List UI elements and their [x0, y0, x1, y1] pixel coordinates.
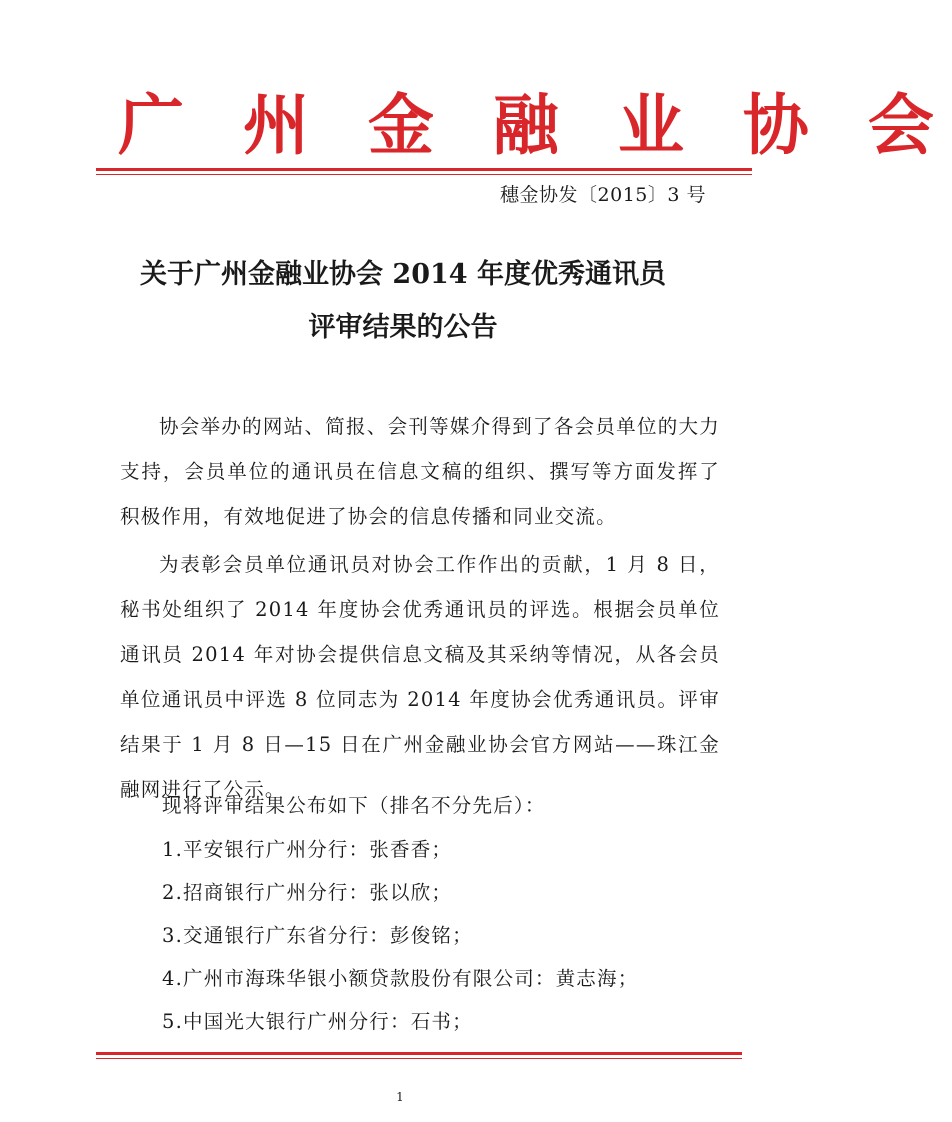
body-paragraph-2: 为表彰会员单位通讯员对协会工作作出的贡献，1 月 8 日，秘书处组织了 2014 年度协会优秀通讯员的评选。根据会员单位通讯员 2014 年对协会提供信息文稿及其采纳等情况，从各会员单位通讯员中评选 8 位同志为 2014 年度协会优秀通讯员。评审结果于 1 月 8 日—15 日在广州金融业协会官方网站——珠江金融网进行了公示。 — [120, 553, 720, 801]
winner-item-2: 2.招商银行广州分行：张以欣； — [162, 881, 453, 904]
footer-rule-thick — [96, 1052, 742, 1055]
page-number: 1 — [396, 1090, 404, 1104]
winner-item-3: 3.交通银行广东省分行：彭俊铭； — [162, 924, 473, 947]
footer-rule-thin — [96, 1058, 742, 1059]
document-title-line-2: 评审结果的公告 — [308, 312, 498, 343]
list-intro: 现将评审结果公布如下（排名不分先后）： — [162, 794, 546, 817]
winner-item-4: 4.广州市海珠华银小额贷款股份有限公司：黄志海； — [162, 967, 639, 990]
document-title-line-1: 关于广州金融业协会 2014 年度优秀通讯员 — [140, 259, 666, 290]
document-number: 穗金协发〔2015〕3 号 — [500, 184, 706, 206]
letterhead-org-name: 广 州 金 融 业 协 会 — [118, 86, 952, 164]
letterhead-rule-thin — [96, 174, 752, 175]
winner-item-5: 5.中国光大银行广州分行：石书； — [162, 1010, 473, 1033]
letterhead-rule-thick — [96, 168, 752, 171]
body-paragraph-1: 协会举办的网站、简报、会刊等媒介得到了各会员单位的大力支持，会员单位的通讯员在信息文稿的组织、撰写等方面发挥了积极作用，有效地促进了协会的信息传播和同业交流。 — [120, 415, 720, 528]
winner-item-1: 1.平安银行广州分行：张香香； — [162, 838, 453, 861]
